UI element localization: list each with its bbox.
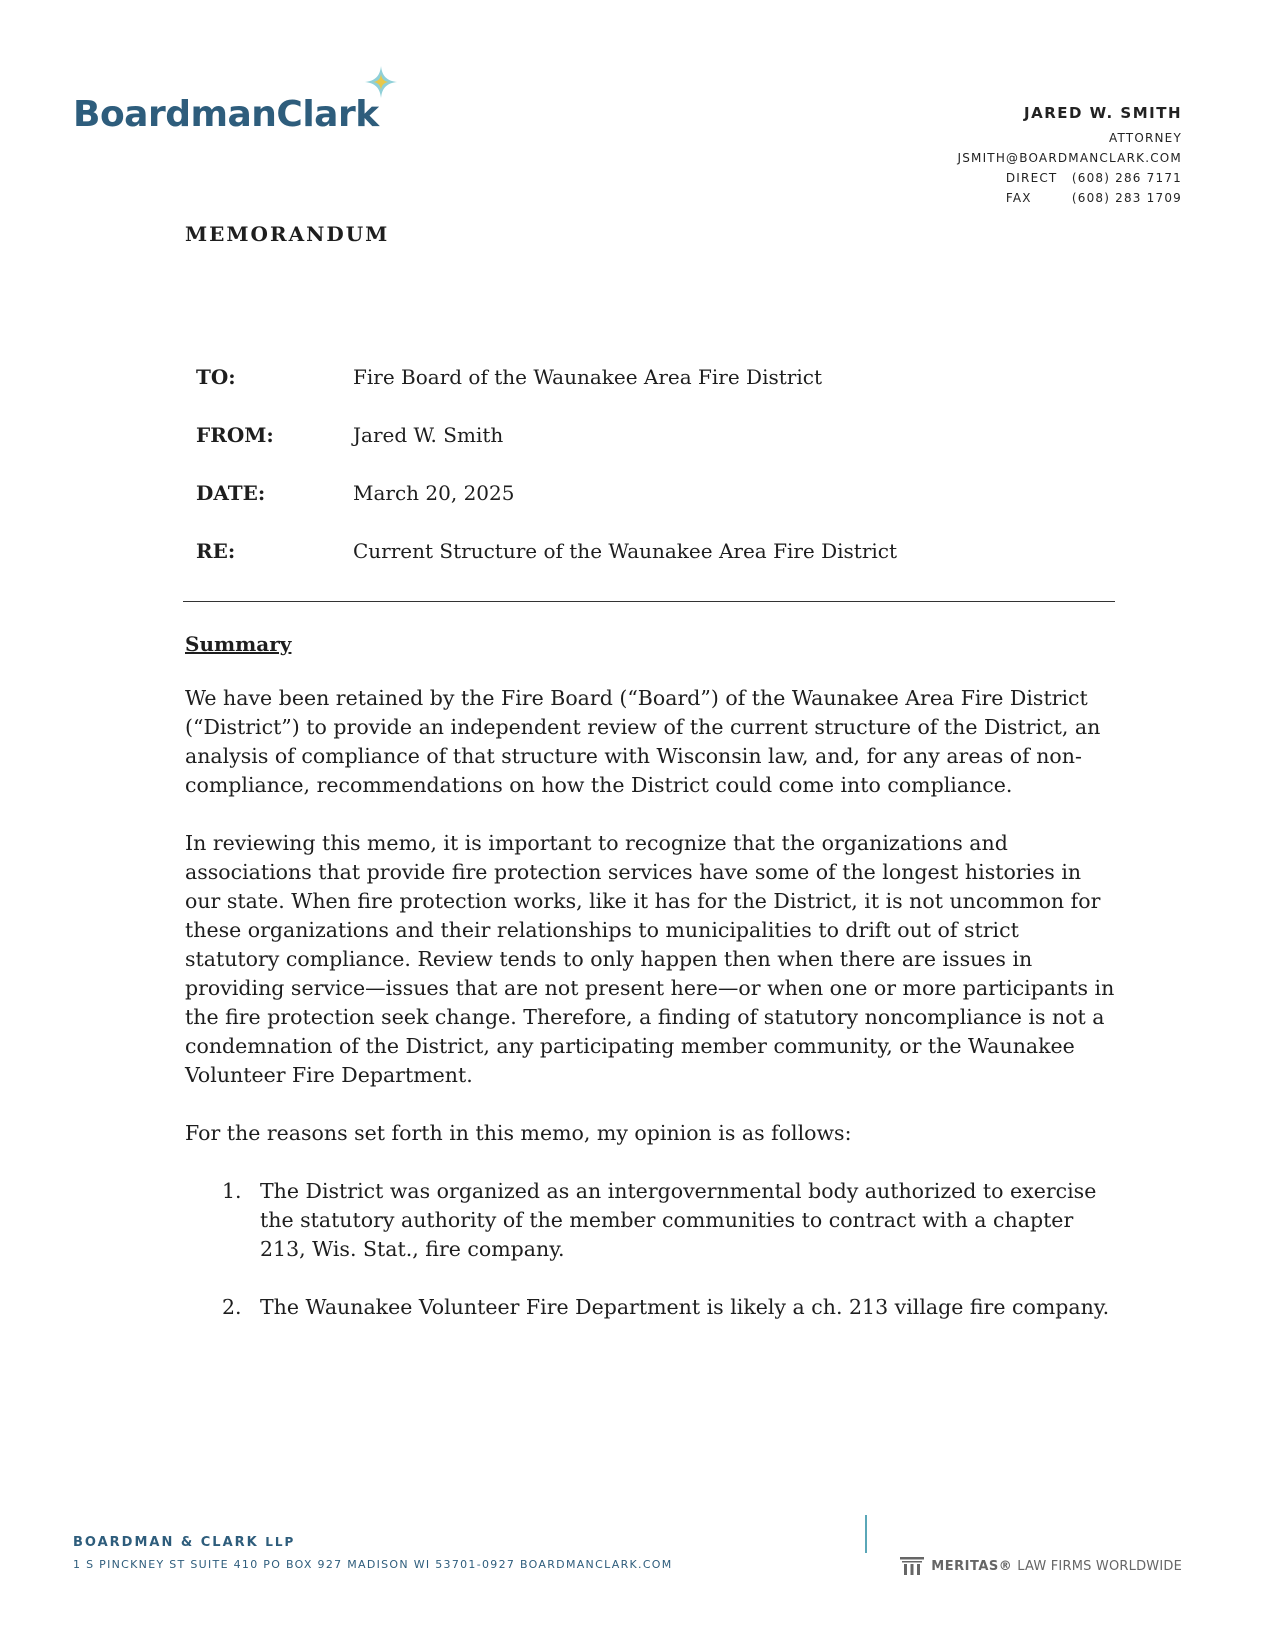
header-divider bbox=[183, 601, 1115, 602]
meritas-brand: MERITAS® bbox=[931, 1558, 1013, 1574]
header-value: March 20, 2025 bbox=[353, 481, 515, 505]
footer-divider bbox=[865, 1515, 867, 1553]
memo-body bbox=[185, 630, 1115, 1351]
columns-icon bbox=[899, 1556, 925, 1576]
direct-label: DIRECT bbox=[1005, 171, 1058, 185]
header-value: Current Structure of the Waunakee Area Fire District bbox=[353, 539, 898, 563]
list-number: 2. bbox=[222, 1295, 242, 1319]
meritas-tagline: LAW FIRMS WORLDWIDE bbox=[1017, 1558, 1182, 1574]
paragraph: In reviewing this memo, it is important to recognize that the organizations and associations that provide fire protection services have some of the longest histories in our state. When fire protection works, like it has for the District, it is not uncommon for these organizations and their relationships to municipalities to drift out of strict statutory compliance. Review tends to only happen then when there are issues in providing service—issues that are not present here—or when one or more participants in the fire protection seek change. Therefore, a finding of statutory noncompliance is not a condemnation of the District, any participating member community, or the Waunakee Volunteer Fire Department. bbox=[185, 831, 1115, 1087]
header-row-date bbox=[196, 481, 897, 539]
header-label: RE: bbox=[196, 539, 236, 563]
firm-logo bbox=[73, 60, 413, 135]
header-row-re bbox=[196, 539, 897, 597]
firm-suffix: LLP bbox=[265, 1535, 296, 1549]
direct-phone-row bbox=[957, 168, 1182, 188]
list-number: 1. bbox=[222, 1179, 242, 1203]
paragraph: For the reasons set forth in this memo, my opinion is as follows: bbox=[185, 1121, 852, 1145]
attorney-title: ATTORNEY bbox=[1109, 131, 1182, 145]
attorney-name: JARED W. SMITH bbox=[1024, 104, 1182, 122]
header-label: TO: bbox=[196, 365, 236, 389]
list-text: The Waunakee Volunteer Fire Department is likely a ch. 213 village fire company. bbox=[260, 1295, 1110, 1319]
list-text: The District was organized as an intergovernmental body authorized to exercise the statutory authority of the member communities to contract with a chapter 213, Wis. Stat., fire company. bbox=[260, 1179, 1097, 1261]
header-label: DATE: bbox=[196, 481, 266, 505]
footer-firm-info bbox=[73, 1535, 673, 1571]
header-label: FROM: bbox=[196, 423, 274, 447]
direct-phone: (608) 286 7171 bbox=[1071, 171, 1182, 185]
fax-label: FAX bbox=[1005, 191, 1032, 205]
memo-header bbox=[196, 365, 897, 597]
firm-name: BOARDMAN & CLARK bbox=[73, 1535, 259, 1550]
fax-row bbox=[957, 188, 1182, 208]
attorney-contact bbox=[957, 104, 1182, 208]
list-item bbox=[185, 1177, 1115, 1264]
header-row-to bbox=[196, 365, 897, 423]
attorney-email: JSMITH@BOARDMANCLARK.COM bbox=[957, 151, 1182, 165]
fax-phone: (608) 283 1709 bbox=[1071, 191, 1182, 205]
logo-wordmark: BoardmanClark bbox=[73, 94, 379, 135]
header-row-from bbox=[196, 423, 897, 481]
header-value: Fire Board of the Waunakee Area Fire District bbox=[353, 365, 822, 389]
footer-firm-name bbox=[73, 1535, 673, 1550]
section-heading: Summary bbox=[185, 632, 292, 656]
opinion-list bbox=[185, 1177, 1115, 1322]
meritas-logo bbox=[899, 1556, 1182, 1576]
paragraph: We have been retained by the Fire Board (“Board”) of the Waunakee Area Fire District (“District”) to provide an independent review of the current structure of the District, an analysis of compliance of that structure with Wisconsin law, and, for any areas of non-compliance, recommendations on how the District could come into compliance. bbox=[185, 686, 1101, 797]
header-value: Jared W. Smith bbox=[353, 423, 504, 447]
footer-address: 1 S PINCKNEY ST SUITE 410 PO BOX 927 MADISON WI 53701-0927 BOARDMANCLARK.COM bbox=[73, 1558, 673, 1571]
list-item bbox=[185, 1293, 1115, 1322]
memo-title: MEMORANDUM bbox=[185, 222, 390, 246]
